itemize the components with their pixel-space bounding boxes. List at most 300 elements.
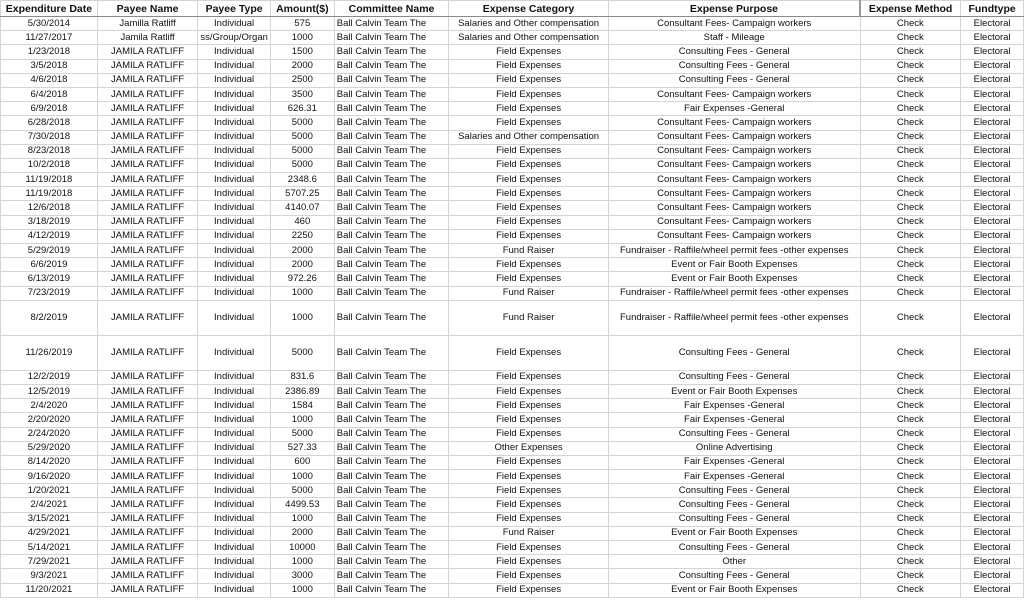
payee-name-cell[interactable]: JAMILA RATLIFF [97,541,197,555]
payee-type-cell[interactable]: Individual [198,583,271,597]
committee-name-cell[interactable]: Ball Calvin Team The [334,300,449,335]
col-header-expense-category[interactable]: Expense Category [449,1,609,17]
expense-category-cell[interactable]: Fund Raiser [449,300,609,335]
expense-method-cell[interactable]: Check [860,87,961,101]
payee-name-cell[interactable]: JAMILA RATLIFF [97,555,197,569]
amount-cell[interactable]: 5000 [270,116,334,130]
payee-name-cell[interactable]: JAMILA RATLIFF [97,583,197,597]
expense-category-cell[interactable]: Field Expenses [449,399,609,413]
amount-cell[interactable]: 1000 [270,300,334,335]
expense-purpose-cell[interactable]: Consultant Fees- Campaign workers [608,116,860,130]
expense-method-cell[interactable]: Check [860,399,961,413]
expense-category-cell[interactable]: Field Expenses [449,512,609,526]
payee-name-cell[interactable]: Jamila Ratliff [97,31,197,45]
amount-cell[interactable]: 2000 [270,244,334,258]
amount-cell[interactable]: 4140.07 [270,201,334,215]
committee-name-cell[interactable]: Ball Calvin Team The [334,427,449,441]
expense-category-cell[interactable]: Field Expenses [449,272,609,286]
col-header-expenditure-date[interactable]: Expenditure Date [1,1,98,17]
payee-type-cell[interactable]: Individual [198,73,271,87]
expenditure-date-cell[interactable]: 5/14/2021 [1,541,98,555]
committee-name-cell[interactable]: Ball Calvin Team The [334,526,449,540]
payee-type-cell[interactable]: Individual [198,470,271,484]
expenditure-date-cell[interactable]: 4/29/2021 [1,526,98,540]
amount-cell[interactable]: 1000 [270,512,334,526]
expenditure-date-cell[interactable]: 9/3/2021 [1,569,98,583]
committee-name-cell[interactable]: Ball Calvin Team The [334,187,449,201]
committee-name-cell[interactable]: Ball Calvin Team The [334,144,449,158]
fundtype-cell[interactable]: Electoral [961,59,1024,73]
fundtype-cell[interactable]: Electoral [961,300,1024,335]
expense-purpose-cell[interactable]: Consulting Fees - General [608,45,860,59]
committee-name-cell[interactable]: Ball Calvin Team The [334,484,449,498]
committee-name-cell[interactable]: Ball Calvin Team The [334,258,449,272]
expense-method-cell[interactable]: Check [860,201,961,215]
expense-method-cell[interactable]: Check [860,470,961,484]
amount-cell[interactable]: 2250 [270,229,334,243]
fundtype-cell[interactable]: Electoral [961,583,1024,597]
amount-cell[interactable]: 5000 [270,335,334,370]
expense-method-cell[interactable]: Check [860,455,961,469]
expenditure-date-cell[interactable]: 6/9/2018 [1,102,98,116]
fundtype-cell[interactable]: Electoral [961,470,1024,484]
payee-name-cell[interactable]: Jamilla Ratliff [97,17,197,31]
expense-method-cell[interactable]: Check [860,300,961,335]
expense-purpose-cell[interactable]: Online Advertising [608,441,860,455]
payee-type-cell[interactable]: Individual [198,427,271,441]
expense-purpose-cell[interactable]: Fundraiser - Raffile/wheel permit fees -other expenses [608,244,860,258]
amount-cell[interactable]: 1500 [270,45,334,59]
payee-name-cell[interactable]: JAMILA RATLIFF [97,413,197,427]
payee-name-cell[interactable]: JAMILA RATLIFF [97,512,197,526]
expense-category-cell[interactable]: Field Expenses [449,173,609,187]
payee-type-cell[interactable]: Individual [198,272,271,286]
payee-type-cell[interactable]: Individual [198,201,271,215]
col-header-payee-name[interactable]: Payee Name [97,1,197,17]
expenditure-date-cell[interactable]: 2/24/2020 [1,427,98,441]
expenditure-date-cell[interactable]: 6/4/2018 [1,87,98,101]
payee-name-cell[interactable]: JAMILA RATLIFF [97,441,197,455]
payee-type-cell[interactable]: Individual [198,526,271,540]
payee-type-cell[interactable]: Individual [198,144,271,158]
committee-name-cell[interactable]: Ball Calvin Team The [334,45,449,59]
payee-name-cell[interactable]: JAMILA RATLIFF [97,470,197,484]
fundtype-cell[interactable]: Electoral [961,555,1024,569]
payee-name-cell[interactable]: JAMILA RATLIFF [97,158,197,172]
committee-name-cell[interactable]: Ball Calvin Team The [334,286,449,300]
payee-name-cell[interactable]: JAMILA RATLIFF [97,526,197,540]
expense-method-cell[interactable]: Check [860,286,961,300]
payee-name-cell[interactable]: JAMILA RATLIFF [97,201,197,215]
col-header-fundtype[interactable]: Fundtype [961,1,1024,17]
expenditure-date-cell[interactable]: 2/20/2020 [1,413,98,427]
expense-category-cell[interactable]: Field Expenses [449,45,609,59]
amount-cell[interactable]: 5000 [270,427,334,441]
fundtype-cell[interactable]: Electoral [961,187,1024,201]
committee-name-cell[interactable]: Ball Calvin Team The [334,555,449,569]
expenditure-date-cell[interactable]: 4/6/2018 [1,73,98,87]
expenditure-date-cell[interactable]: 7/30/2018 [1,130,98,144]
fundtype-cell[interactable]: Electoral [961,484,1024,498]
expenditure-date-cell[interactable]: 11/20/2021 [1,583,98,597]
col-header-payee-type[interactable]: Payee Type [198,1,271,17]
amount-cell[interactable]: 2386.89 [270,384,334,398]
fundtype-cell[interactable]: Electoral [961,441,1024,455]
payee-name-cell[interactable]: JAMILA RATLIFF [97,116,197,130]
payee-name-cell[interactable]: JAMILA RATLIFF [97,300,197,335]
payee-type-cell[interactable]: Individual [198,17,271,31]
fundtype-cell[interactable]: Electoral [961,229,1024,243]
payee-type-cell[interactable]: Individual [198,59,271,73]
payee-type-cell[interactable]: Individual [198,484,271,498]
amount-cell[interactable]: 3000 [270,569,334,583]
expenditure-date-cell[interactable]: 8/23/2018 [1,144,98,158]
expense-purpose-cell[interactable]: Consultant Fees- Campaign workers [608,201,860,215]
expenditure-date-cell[interactable]: 12/2/2019 [1,370,98,384]
fundtype-cell[interactable]: Electoral [961,258,1024,272]
expense-purpose-cell[interactable]: Consulting Fees - General [608,541,860,555]
expense-method-cell[interactable]: Check [860,187,961,201]
committee-name-cell[interactable]: Ball Calvin Team The [334,158,449,172]
expense-purpose-cell[interactable]: Consultant Fees- Campaign workers [608,187,860,201]
payee-name-cell[interactable]: JAMILA RATLIFF [97,384,197,398]
payee-name-cell[interactable]: JAMILA RATLIFF [97,144,197,158]
expense-category-cell[interactable]: Field Expenses [449,370,609,384]
committee-name-cell[interactable]: Ball Calvin Team The [334,87,449,101]
expense-purpose-cell[interactable]: Fair Expenses -General [608,413,860,427]
expenditure-date-cell[interactable]: 4/12/2019 [1,229,98,243]
committee-name-cell[interactable]: Ball Calvin Team The [334,59,449,73]
payee-name-cell[interactable]: JAMILA RATLIFF [97,286,197,300]
payee-name-cell[interactable]: JAMILA RATLIFF [97,130,197,144]
expense-category-cell[interactable]: Fund Raiser [449,526,609,540]
expense-method-cell[interactable]: Check [860,484,961,498]
expense-category-cell[interactable]: Salaries and Other compensation [449,130,609,144]
expense-category-cell[interactable]: Field Expenses [449,229,609,243]
amount-cell[interactable]: 575 [270,17,334,31]
committee-name-cell[interactable]: Ball Calvin Team The [334,102,449,116]
payee-name-cell[interactable]: JAMILA RATLIFF [97,73,197,87]
expense-purpose-cell[interactable]: Fair Expenses -General [608,470,860,484]
fundtype-cell[interactable]: Electoral [961,569,1024,583]
expense-purpose-cell[interactable]: Fair Expenses -General [608,455,860,469]
expenditure-date-cell[interactable]: 10/2/2018 [1,158,98,172]
expense-purpose-cell[interactable]: Consulting Fees - General [608,498,860,512]
expense-category-cell[interactable]: Field Expenses [449,583,609,597]
expense-purpose-cell[interactable]: Consultant Fees- Campaign workers [608,229,860,243]
expense-category-cell[interactable]: Field Expenses [449,59,609,73]
expense-category-cell[interactable]: Other Expenses [449,441,609,455]
expense-method-cell[interactable]: Check [860,31,961,45]
payee-type-cell[interactable]: Individual [198,569,271,583]
payee-type-cell[interactable]: Individual [198,258,271,272]
committee-name-cell[interactable]: Ball Calvin Team The [334,272,449,286]
expenditure-date-cell[interactable]: 6/13/2019 [1,272,98,286]
committee-name-cell[interactable]: Ball Calvin Team The [334,173,449,187]
expense-category-cell[interactable]: Field Expenses [449,541,609,555]
fundtype-cell[interactable]: Electoral [961,116,1024,130]
payee-type-cell[interactable]: Individual [198,286,271,300]
expense-method-cell[interactable]: Check [860,158,961,172]
payee-type-cell[interactable]: Individual [198,498,271,512]
payee-type-cell[interactable]: Individual [198,541,271,555]
expense-purpose-cell[interactable]: Consultant Fees- Campaign workers [608,158,860,172]
fundtype-cell[interactable]: Electoral [961,541,1024,555]
fundtype-cell[interactable]: Electoral [961,158,1024,172]
expense-purpose-cell[interactable]: Event or Fair Booth Expenses [608,272,860,286]
fundtype-cell[interactable]: Electoral [961,413,1024,427]
expenditure-date-cell[interactable]: 11/27/2017 [1,31,98,45]
expense-category-cell[interactable]: Field Expenses [449,384,609,398]
expense-method-cell[interactable]: Check [860,335,961,370]
fundtype-cell[interactable]: Electoral [961,201,1024,215]
committee-name-cell[interactable]: Ball Calvin Team The [334,384,449,398]
expenditure-date-cell[interactable]: 11/26/2019 [1,335,98,370]
committee-name-cell[interactable]: Ball Calvin Team The [334,541,449,555]
expense-purpose-cell[interactable]: Consultant Fees- Campaign workers [608,130,860,144]
payee-type-cell[interactable]: Individual [198,130,271,144]
fundtype-cell[interactable]: Electoral [961,370,1024,384]
payee-type-cell[interactable]: Individual [198,244,271,258]
expenditure-date-cell[interactable]: 3/18/2019 [1,215,98,229]
expense-purpose-cell[interactable]: Consulting Fees - General [608,335,860,370]
expenditure-date-cell[interactable]: 11/19/2018 [1,173,98,187]
expense-method-cell[interactable]: Check [860,384,961,398]
expense-method-cell[interactable]: Check [860,73,961,87]
amount-cell[interactable]: 5000 [270,130,334,144]
expense-category-cell[interactable]: Field Expenses [449,73,609,87]
fundtype-cell[interactable]: Electoral [961,102,1024,116]
expense-purpose-cell[interactable]: Consultant Fees- Campaign workers [608,87,860,101]
amount-cell[interactable]: 1584 [270,399,334,413]
fundtype-cell[interactable]: Electoral [961,17,1024,31]
expense-category-cell[interactable]: Field Expenses [449,455,609,469]
expense-purpose-cell[interactable]: Fundraiser - Raffile/wheel permit fees -other expenses [608,300,860,335]
fundtype-cell[interactable]: Electoral [961,87,1024,101]
expenditure-date-cell[interactable]: 1/23/2018 [1,45,98,59]
committee-name-cell[interactable]: Ball Calvin Team The [334,244,449,258]
expense-category-cell[interactable]: Field Expenses [449,427,609,441]
expense-method-cell[interactable]: Check [860,59,961,73]
payee-name-cell[interactable]: JAMILA RATLIFF [97,399,197,413]
fundtype-cell[interactable]: Electoral [961,384,1024,398]
fundtype-cell[interactable]: Electoral [961,526,1024,540]
expense-method-cell[interactable]: Check [860,526,961,540]
payee-name-cell[interactable]: JAMILA RATLIFF [97,498,197,512]
amount-cell[interactable]: 2000 [270,59,334,73]
payee-name-cell[interactable]: JAMILA RATLIFF [97,370,197,384]
expense-method-cell[interactable]: Check [860,370,961,384]
amount-cell[interactable]: 2500 [270,73,334,87]
payee-name-cell[interactable]: JAMILA RATLIFF [97,173,197,187]
payee-name-cell[interactable]: JAMILA RATLIFF [97,427,197,441]
expenditure-date-cell[interactable]: 2/4/2020 [1,399,98,413]
expense-method-cell[interactable]: Check [860,45,961,59]
expense-purpose-cell[interactable]: Consulting Fees - General [608,427,860,441]
committee-name-cell[interactable]: Ball Calvin Team The [334,583,449,597]
expense-method-cell[interactable]: Check [860,144,961,158]
payee-name-cell[interactable]: JAMILA RATLIFF [97,455,197,469]
payee-type-cell[interactable]: Individual [198,173,271,187]
payee-name-cell[interactable]: JAMILA RATLIFF [97,45,197,59]
payee-name-cell[interactable]: JAMILA RATLIFF [97,258,197,272]
payee-type-cell[interactable]: Individual [198,187,271,201]
expense-purpose-cell[interactable]: Consultant Fees- Campaign workers [608,17,860,31]
committee-name-cell[interactable]: Ball Calvin Team The [334,229,449,243]
committee-name-cell[interactable]: Ball Calvin Team The [334,399,449,413]
col-header-amount[interactable]: Amount($) [270,1,334,17]
committee-name-cell[interactable]: Ball Calvin Team The [334,498,449,512]
expense-purpose-cell[interactable]: Consulting Fees - General [608,73,860,87]
payee-type-cell[interactable]: Individual [198,370,271,384]
fundtype-cell[interactable]: Electoral [961,173,1024,187]
payee-name-cell[interactable]: JAMILA RATLIFF [97,59,197,73]
expense-category-cell[interactable]: Fund Raiser [449,244,609,258]
expense-method-cell[interactable]: Check [860,427,961,441]
expenditure-date-cell[interactable]: 12/5/2019 [1,384,98,398]
committee-name-cell[interactable]: Ball Calvin Team The [334,569,449,583]
fundtype-cell[interactable]: Electoral [961,399,1024,413]
payee-type-cell[interactable]: Individual [198,413,271,427]
amount-cell[interactable]: 5000 [270,144,334,158]
amount-cell[interactable]: 600 [270,455,334,469]
expense-method-cell[interactable]: Check [860,583,961,597]
payee-type-cell[interactable]: Individual [198,512,271,526]
payee-type-cell[interactable]: Individual [198,455,271,469]
committee-name-cell[interactable]: Ball Calvin Team The [334,370,449,384]
expense-purpose-cell[interactable]: Consulting Fees - General [608,512,860,526]
fundtype-cell[interactable]: Electoral [961,215,1024,229]
amount-cell[interactable]: 3500 [270,87,334,101]
expense-purpose-cell[interactable]: Consultant Fees- Campaign workers [608,173,860,187]
expense-purpose-cell[interactable]: Event or Fair Booth Expenses [608,384,860,398]
expenditure-date-cell[interactable]: 1/20/2021 [1,484,98,498]
expense-purpose-cell[interactable]: Consulting Fees - General [608,569,860,583]
committee-name-cell[interactable]: Ball Calvin Team The [334,413,449,427]
expense-method-cell[interactable]: Check [860,258,961,272]
expense-purpose-cell[interactable]: Consultant Fees- Campaign workers [608,215,860,229]
expense-category-cell[interactable]: Salaries and Other compensation [449,17,609,31]
expenditure-date-cell[interactable]: 5/29/2020 [1,441,98,455]
amount-cell[interactable]: 1000 [270,31,334,45]
expenditure-date-cell[interactable]: 7/29/2021 [1,555,98,569]
committee-name-cell[interactable]: Ball Calvin Team The [334,512,449,526]
col-header-committee-name[interactable]: Committee Name [334,1,449,17]
fundtype-cell[interactable]: Electoral [961,455,1024,469]
expenditure-date-cell[interactable]: 12/6/2018 [1,201,98,215]
amount-cell[interactable]: 1000 [270,470,334,484]
committee-name-cell[interactable]: Ball Calvin Team The [334,455,449,469]
expense-category-cell[interactable]: Field Expenses [449,569,609,583]
expense-purpose-cell[interactable]: Consulting Fees - General [608,484,860,498]
committee-name-cell[interactable]: Ball Calvin Team The [334,17,449,31]
payee-name-cell[interactable]: JAMILA RATLIFF [97,187,197,201]
expenditure-date-cell[interactable]: 5/29/2019 [1,244,98,258]
amount-cell[interactable]: 2000 [270,526,334,540]
fundtype-cell[interactable]: Electoral [961,45,1024,59]
payee-type-cell[interactable]: Individual [198,102,271,116]
committee-name-cell[interactable]: Ball Calvin Team The [334,73,449,87]
payee-type-cell[interactable]: Individual [198,555,271,569]
committee-name-cell[interactable]: Ball Calvin Team The [334,215,449,229]
fundtype-cell[interactable]: Electoral [961,73,1024,87]
amount-cell[interactable]: 1000 [270,583,334,597]
expenditure-date-cell[interactable]: 3/15/2021 [1,512,98,526]
expense-category-cell[interactable]: Field Expenses [449,187,609,201]
amount-cell[interactable]: 460 [270,215,334,229]
expense-method-cell[interactable]: Check [860,17,961,31]
amount-cell[interactable]: 5000 [270,158,334,172]
expense-category-cell[interactable]: Field Expenses [449,335,609,370]
expense-method-cell[interactable]: Check [860,173,961,187]
expense-method-cell[interactable]: Check [860,272,961,286]
expenditure-date-cell[interactable]: 11/19/2018 [1,187,98,201]
fundtype-cell[interactable]: Electoral [961,286,1024,300]
expense-method-cell[interactable]: Check [860,413,961,427]
expense-method-cell[interactable]: Check [860,512,961,526]
expense-method-cell[interactable]: Check [860,130,961,144]
amount-cell[interactable]: 1000 [270,413,334,427]
expense-category-cell[interactable]: Field Expenses [449,215,609,229]
expense-category-cell[interactable]: Field Expenses [449,102,609,116]
payee-type-cell[interactable]: Individual [198,399,271,413]
amount-cell[interactable]: 527.33 [270,441,334,455]
expense-method-cell[interactable]: Check [860,441,961,455]
expense-category-cell[interactable]: Field Expenses [449,484,609,498]
expense-category-cell[interactable]: Field Expenses [449,87,609,101]
expense-category-cell[interactable]: Field Expenses [449,258,609,272]
payee-name-cell[interactable]: JAMILA RATLIFF [97,229,197,243]
amount-cell[interactable]: 1000 [270,286,334,300]
payee-name-cell[interactable]: JAMILA RATLIFF [97,102,197,116]
expense-purpose-cell[interactable]: Staff - Mileage [608,31,860,45]
col-header-expense-purpose[interactable]: Expense Purpose [608,1,860,17]
payee-name-cell[interactable]: JAMILA RATLIFF [97,569,197,583]
payee-type-cell[interactable]: Individual [198,215,271,229]
expense-category-cell[interactable]: Fund Raiser [449,286,609,300]
amount-cell[interactable]: 972.26 [270,272,334,286]
expense-category-cell[interactable]: Field Expenses [449,555,609,569]
expense-method-cell[interactable]: Check [860,541,961,555]
expense-method-cell[interactable]: Check [860,215,961,229]
expense-category-cell[interactable]: Field Expenses [449,116,609,130]
expense-purpose-cell[interactable]: Fundraiser - Raffile/wheel permit fees -other expenses [608,286,860,300]
fundtype-cell[interactable]: Electoral [961,427,1024,441]
payee-name-cell[interactable]: JAMILA RATLIFF [97,215,197,229]
committee-name-cell[interactable]: Ball Calvin Team The [334,31,449,45]
amount-cell[interactable]: 626.31 [270,102,334,116]
expense-category-cell[interactable]: Field Expenses [449,470,609,484]
expense-method-cell[interactable]: Check [860,569,961,583]
expense-purpose-cell[interactable]: Consultant Fees- Campaign workers [608,144,860,158]
expense-purpose-cell[interactable]: Fair Expenses -General [608,102,860,116]
payee-type-cell[interactable]: Individual [198,116,271,130]
expenditure-date-cell[interactable]: 8/2/2019 [1,300,98,335]
committee-name-cell[interactable]: Ball Calvin Team The [334,130,449,144]
expenditure-date-cell[interactable]: 8/14/2020 [1,455,98,469]
payee-type-cell[interactable]: Individual [198,441,271,455]
expense-category-cell[interactable]: Field Expenses [449,413,609,427]
fundtype-cell[interactable]: Electoral [961,144,1024,158]
payee-type-cell[interactable]: Individual [198,45,271,59]
payee-name-cell[interactable]: JAMILA RATLIFF [97,87,197,101]
expenditure-date-cell[interactable]: 2/4/2021 [1,498,98,512]
payee-type-cell[interactable]: Individual [198,384,271,398]
expense-method-cell[interactable]: Check [860,116,961,130]
payee-type-cell[interactable]: Individual [198,229,271,243]
payee-type-cell[interactable]: Individual [198,335,271,370]
expense-category-cell[interactable]: Field Expenses [449,144,609,158]
